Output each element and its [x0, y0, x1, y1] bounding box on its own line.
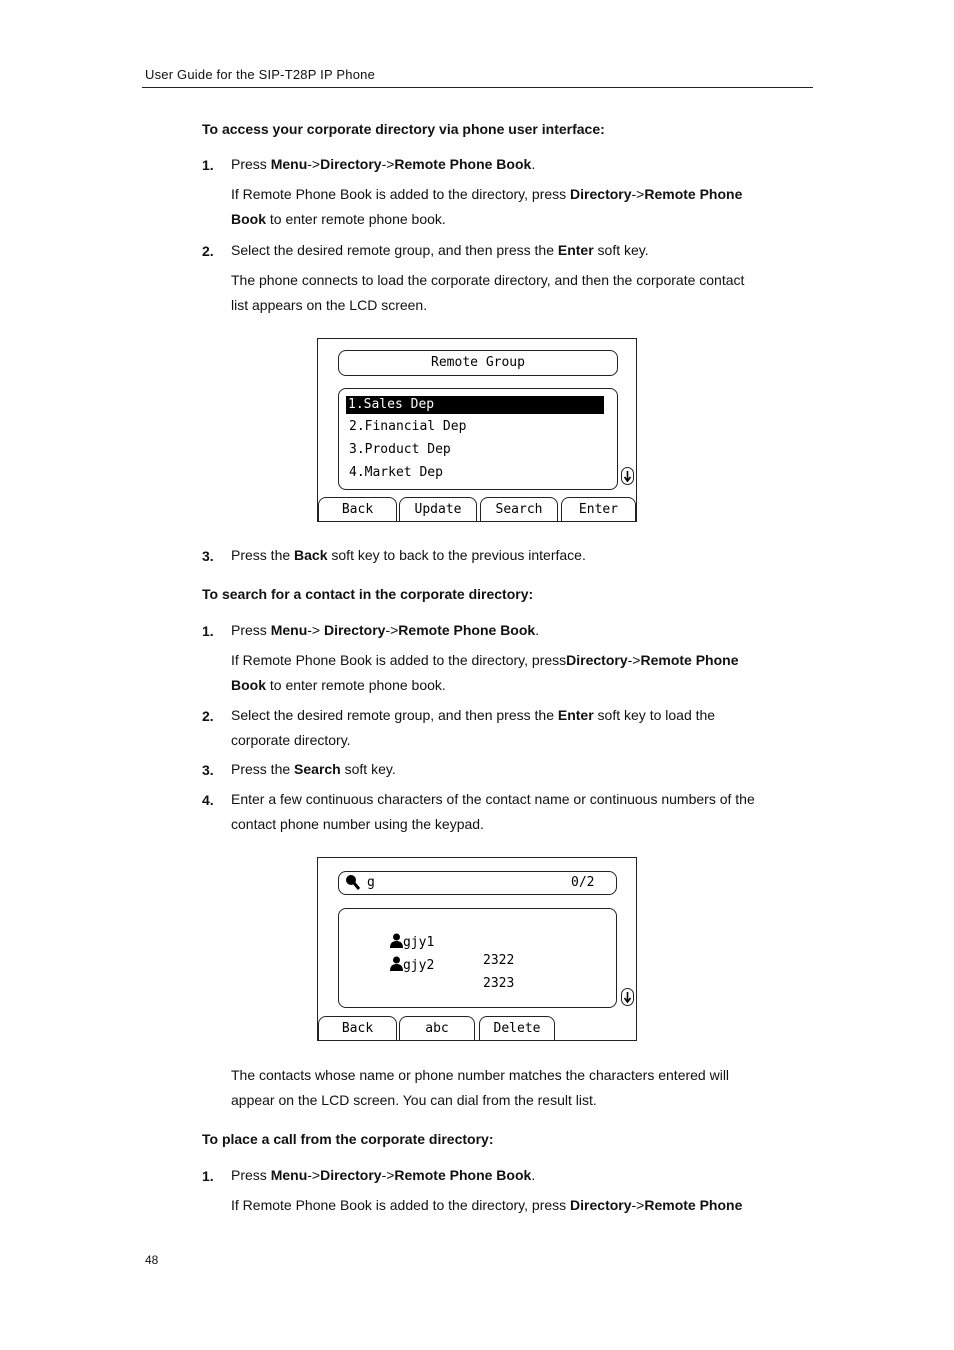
step-number: 1.	[202, 623, 214, 639]
scroll-down-icon[interactable]	[621, 467, 634, 485]
section-heading-access: To access your corporate directory via phone user interface:	[202, 121, 605, 137]
scroll-down-icon[interactable]	[621, 988, 634, 1006]
step-number: 1.	[202, 157, 214, 173]
result-counter: 0/2	[571, 875, 595, 890]
lcd-search-bar	[338, 871, 617, 895]
list-item[interactable]: 4.Market Dep	[349, 465, 443, 480]
contact-number: 2323	[483, 976, 515, 991]
step-text: Select the desired remote group, and then press the Enter soft key.	[231, 242, 649, 258]
step-text: Enter a few continuous characters of the contact name or continuous numbers of the contact phone number using the keypad.	[231, 791, 755, 832]
search-input[interactable]: g	[367, 875, 375, 890]
softkey-abc[interactable]: abc	[399, 1016, 475, 1040]
list-item[interactable]: 3.Product Dep	[349, 442, 451, 457]
step-number: 2.	[202, 243, 214, 259]
lcd-title-bar: Remote Group	[338, 350, 618, 376]
contact-icon	[390, 956, 403, 971]
softkey-search[interactable]: Search	[480, 497, 558, 521]
softkey-back[interactable]: Back	[318, 497, 397, 521]
contact-number: 2322	[483, 953, 515, 968]
softkey-enter[interactable]: Enter	[561, 497, 636, 521]
page-number: 48	[145, 1253, 159, 1267]
softkey-delete[interactable]: Delete	[479, 1016, 555, 1040]
step-text: Press Menu->Directory->Remote Phone Book.	[231, 1167, 536, 1183]
step-text: Press the Back soft key to back to the previous interface.	[231, 547, 586, 563]
softkey-back[interactable]: Back	[318, 1016, 397, 1040]
step-number: 1.	[202, 1168, 214, 1184]
step-number: 2.	[202, 708, 214, 724]
step-number: 3.	[202, 548, 214, 564]
lcd-group-list	[338, 388, 618, 490]
lcd-screen-search	[317, 857, 637, 1041]
softkey-update[interactable]: Update	[399, 497, 477, 521]
step-text: Press the Search soft key.	[231, 761, 396, 777]
step-note: The phone connects to load the corporate directory, and then the corporate contact list appears on the LCD screen.	[231, 272, 745, 313]
step-note: If Remote Phone Book is added to the directory, pressDirectory->Remote Phone Book to enter remote phone book.	[231, 652, 739, 693]
step-number: 3.	[202, 762, 214, 778]
section-heading-search: To search for a contact in the corporate directory:	[202, 586, 534, 602]
search-icon	[345, 874, 361, 892]
step-text: Press Menu-> Directory->Remote Phone Book.	[231, 622, 540, 638]
step-text: Press Menu->Directory->Remote Phone Book.	[231, 156, 536, 172]
list-item-selected[interactable]: 1.Sales Dep	[346, 396, 604, 414]
section-heading-call: To place a call from the corporate directory:	[202, 1131, 494, 1147]
list-item[interactable]: 2.Financial Dep	[349, 419, 467, 434]
contact-name: gjy2	[402, 958, 435, 973]
step-number: 4.	[202, 792, 214, 808]
document-header: User Guide for the SIP-T28P IP Phone	[145, 67, 376, 82]
step-text: Select the desired remote group, and then press the Enter soft key to load the corporate directory.	[231, 707, 716, 748]
lcd-contact-list	[338, 908, 617, 1008]
header-divider	[142, 87, 813, 88]
lcd-screen-remote-group	[317, 338, 637, 522]
step-note: If Remote Phone Book is added to the directory, press Directory->Remote Phone	[231, 1197, 743, 1213]
step-note: If Remote Phone Book is added to the directory, press Directory->Remote Phone Book to enter remote phone book.	[231, 186, 743, 227]
contact-name: gjy1	[402, 935, 435, 950]
result-note: The contacts whose name or phone number matches the characters entered will appear on the LCD screen. You can dial from the result list.	[231, 1067, 730, 1108]
